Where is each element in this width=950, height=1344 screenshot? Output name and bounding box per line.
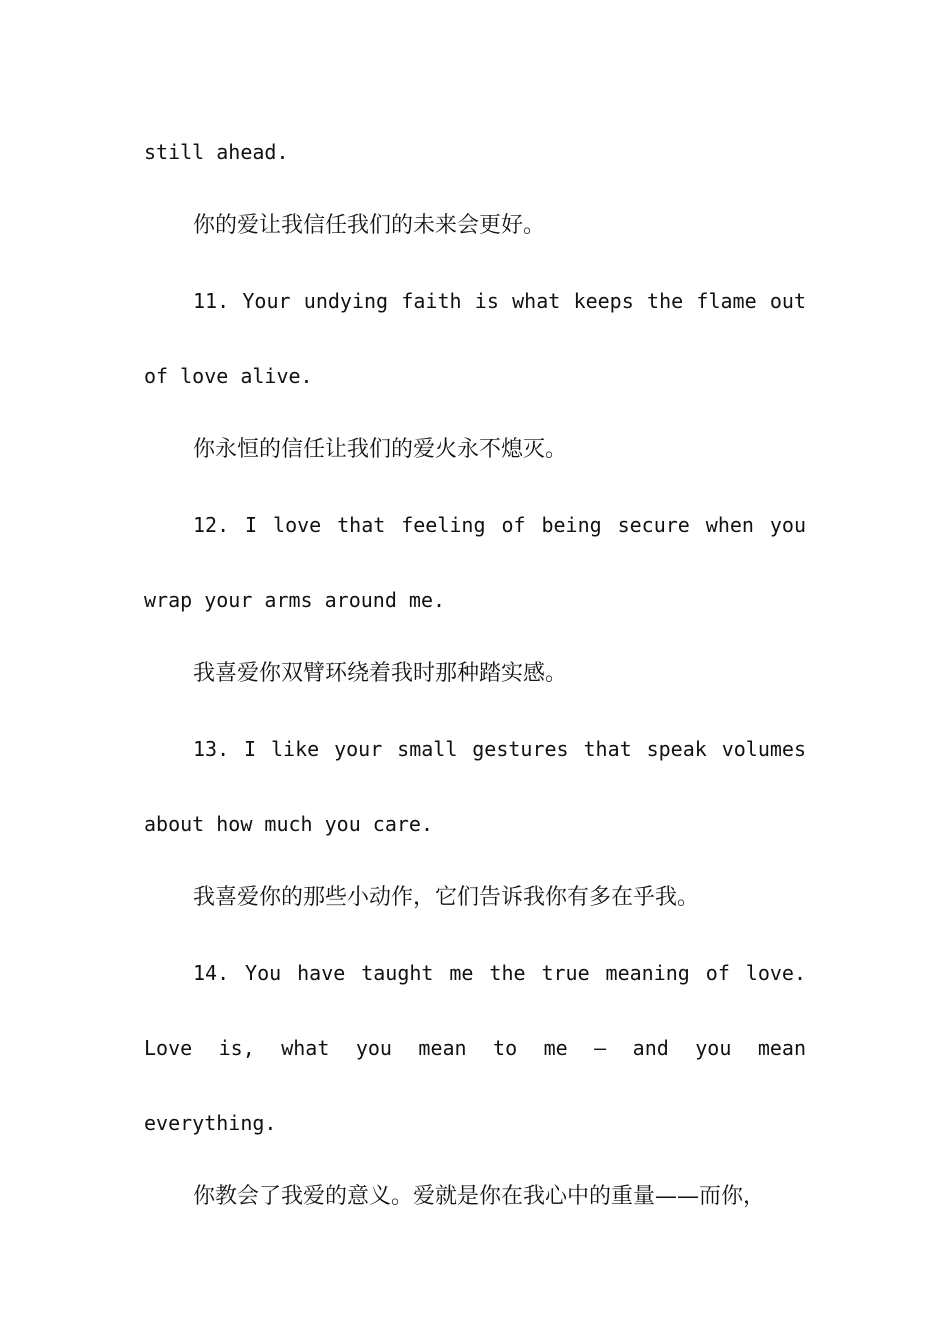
text-line-still-ahead: still ahead. bbox=[144, 140, 289, 164]
text-line-item-13: 13. I like your small gestures that speak volumes bbox=[193, 737, 806, 761]
text-line-item-11: 11. Your undying faith is what keeps the flame out bbox=[193, 289, 806, 313]
text-line-item-14: 14. You have taught me the true meaning of love. bbox=[193, 961, 806, 985]
text-line-item-14-end: everything. bbox=[144, 1111, 277, 1135]
text-line-chinese-14: 你教会了我爱的意义。爱就是你在我心中的重量——而你， bbox=[193, 1184, 766, 1209]
text-line-item-13-cont: about how much you care. bbox=[144, 812, 433, 836]
text-line-item-11-cont: of love alive. bbox=[144, 364, 313, 388]
text-line-chinese-12: 我喜爱你双臂环绕着我时那种踏实感。 bbox=[193, 661, 568, 686]
text-line-item-14-cont: Love is, what you mean to me – and you mean bbox=[144, 1036, 806, 1060]
text-line-chinese-11: 你永恒的信任让我们的爱火永不熄灭。 bbox=[193, 437, 568, 462]
text-line-chinese-10: 你的爱让我信任我们的未来会更好。 bbox=[193, 213, 546, 238]
text-line-item-12-cont: wrap your arms around me. bbox=[144, 588, 446, 612]
text-line-chinese-13: 我喜爱你的那些小动作，它们告诉我你有多在乎我。 bbox=[193, 885, 700, 910]
text-line-item-12: 12. I love that feeling of being secure when you bbox=[193, 513, 806, 537]
